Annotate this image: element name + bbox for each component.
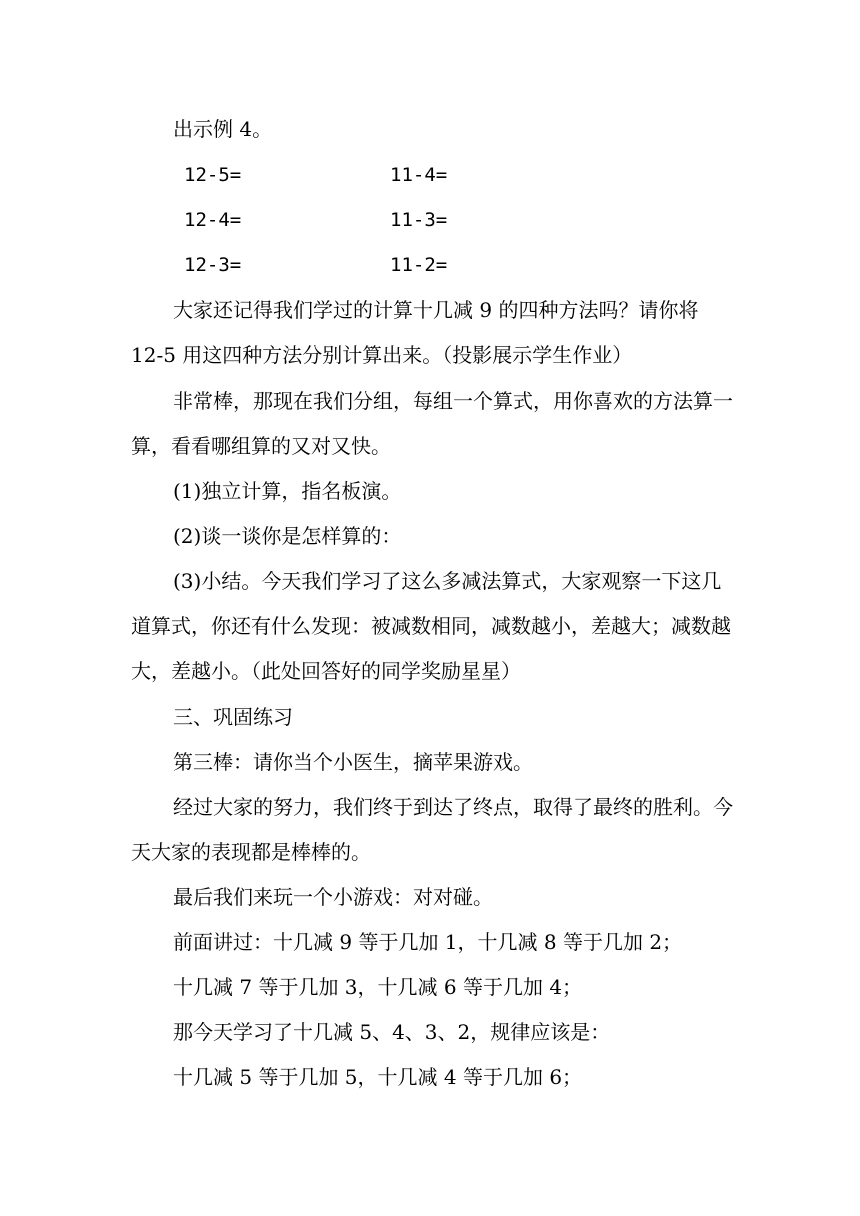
paragraph-line: 算，看看哪组算的又对又快。 <box>131 434 391 458</box>
paragraph-line: 非常棒，那现在我们分组，每组一个算式，用你喜欢的方法算一 <box>173 389 733 413</box>
list-item: (1)独立计算，指名板演。 <box>173 479 402 503</box>
paragraph-line: 大家还记得我们学过的计算十几减 9 的四种方法吗？请你将 <box>173 298 699 322</box>
paragraph-line: 最后我们来玩一个小游戏：对对碰。 <box>173 885 493 909</box>
paragraph-line: 天大家的表现都是棒棒的。 <box>131 840 371 864</box>
example-intro: 出示例 4。 <box>173 117 273 141</box>
list-item: (3)小结。今天我们学习了这么多减法算式，大家观察一下这几 <box>173 569 722 593</box>
paragraph-line: 前面讲过：十几减 9 等于几加 1，十几减 8 等于几加 2； <box>173 930 683 954</box>
paragraph-line: 经过大家的努力，我们终于到达了终点，取得了最终的胜利。今 <box>173 795 733 819</box>
paragraph-line: 第三棒：请你当个小医生，摘苹果游戏。 <box>173 750 533 774</box>
equation-12-4: 12-4= <box>184 209 242 231</box>
paragraph-line: 12-5 用这四种方法分别计算出来。（投影展示学生作业） <box>131 343 633 367</box>
paragraph-line: 那今天学习了十几减 5、4、3、2，规律应该是： <box>173 1020 611 1044</box>
equation-11-3: 11-3= <box>390 209 448 231</box>
equation-12-5: 12-5= <box>184 164 242 186</box>
paragraph-line: 道算式，你还有什么发现：被减数相同，减数越小，差越大；减数越 <box>131 614 731 638</box>
paragraph-line: 十几减 5 等于几加 5，十几减 4 等于几加 6； <box>173 1065 583 1089</box>
paragraph-line: 十几减 7 等于几加 3，十几减 6 等于几加 4； <box>173 975 583 999</box>
equation-11-4: 11-4= <box>390 164 448 186</box>
equation-11-2: 11-2= <box>390 254 448 276</box>
list-item: (2)谈一谈你是怎样算的： <box>173 524 402 548</box>
section-heading: 三、巩固练习 <box>173 705 293 729</box>
paragraph-line: 大，差越小。（此处回答好的同学奖励星星） <box>131 659 521 683</box>
equation-12-3: 12-3= <box>184 254 242 276</box>
